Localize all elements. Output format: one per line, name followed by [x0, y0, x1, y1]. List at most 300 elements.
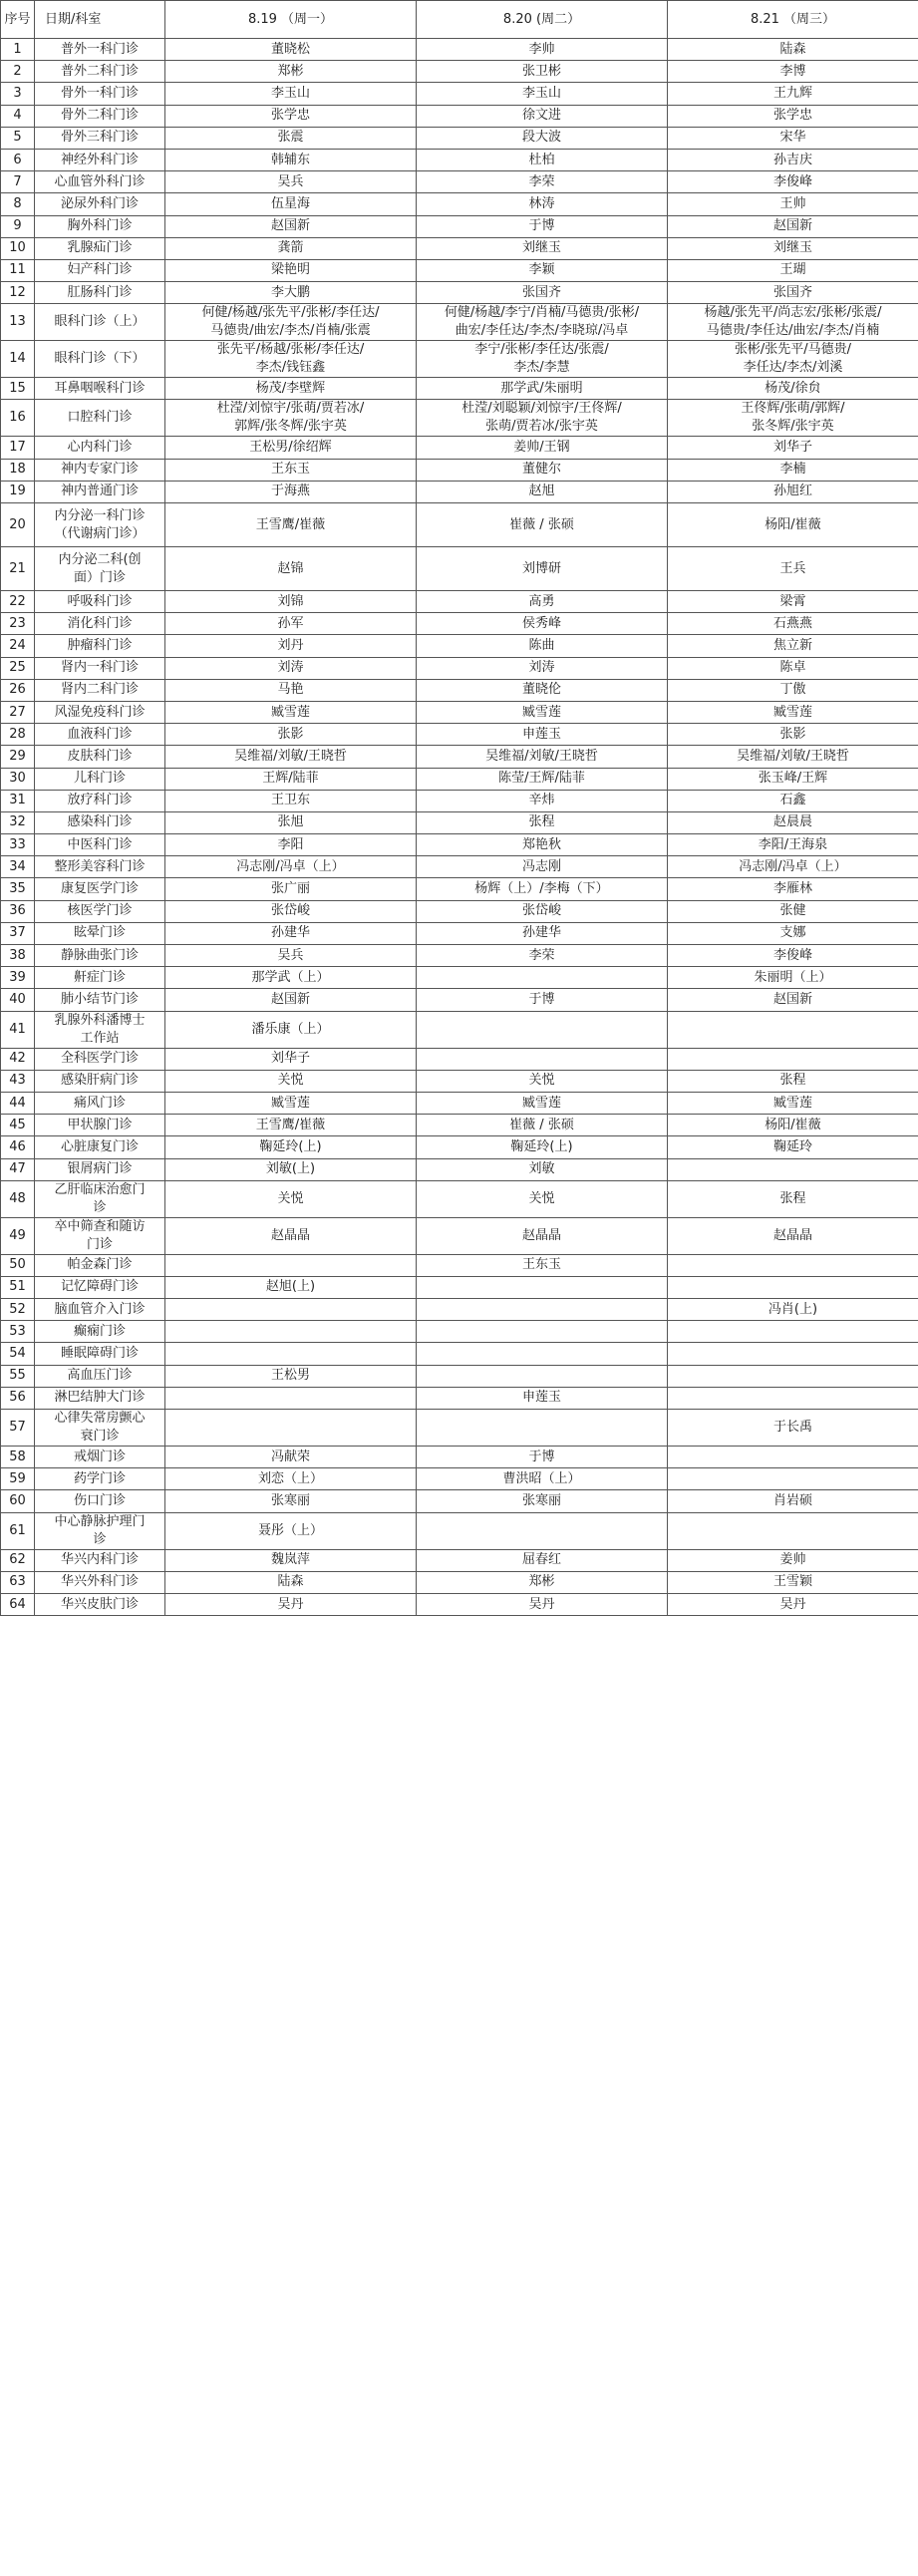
doctor-cell-wed: 于长禹 — [668, 1410, 918, 1447]
doctor-cell-mon: 张旭 — [165, 811, 417, 833]
row-index: 25 — [1, 657, 35, 679]
table-row — [1, 1410, 918, 1447]
table-row — [1, 701, 918, 723]
department-name: 鼾症门诊 — [35, 967, 165, 989]
doctor-cell-tue: 关悦 — [417, 1070, 668, 1092]
row-index: 11 — [1, 259, 35, 281]
department-name: 癫痫门诊 — [35, 1321, 165, 1343]
table-row — [1, 922, 918, 944]
doctor-cell-mon: 王雪鹰/崔薇 — [165, 1115, 417, 1136]
table-row — [1, 945, 918, 967]
table-row — [1, 989, 918, 1011]
doctor-cell-mon — [165, 1299, 417, 1321]
doctor-cell-mon: 那学武（上） — [165, 967, 417, 989]
row-index: 9 — [1, 215, 35, 237]
doctor-cell-wed: 丁傲 — [668, 679, 918, 701]
department-name: 骨外三科门诊 — [35, 127, 165, 149]
doctor-cell-mon: 孙军 — [165, 613, 417, 635]
department-name: 泌尿外科门诊 — [35, 193, 165, 215]
table-row — [1, 679, 918, 701]
doctor-cell-mon: 王雪鹰/崔薇 — [165, 503, 417, 547]
doctor-cell-wed: 朱丽明（上） — [668, 967, 918, 989]
doctor-cell-wed: 肖岩硕 — [668, 1490, 918, 1512]
table-row — [1, 1048, 918, 1070]
department-name: 骨外一科门诊 — [35, 83, 165, 105]
table-row — [1, 1115, 918, 1136]
department-name: 耳鼻咽喉科门诊 — [35, 378, 165, 400]
row-index: 58 — [1, 1447, 35, 1468]
table-row — [1, 811, 918, 833]
doctor-cell-mon: 王东玉 — [165, 459, 417, 481]
table-row — [1, 856, 918, 878]
doctor-cell-wed: 孙吉庆 — [668, 149, 918, 170]
doctor-cell-mon: 杨茂/李壁辉 — [165, 378, 417, 400]
row-index: 57 — [1, 1410, 35, 1447]
department-name: 帕金森门诊 — [35, 1254, 165, 1276]
department-name: 肿瘤科门诊 — [35, 635, 165, 657]
doctor-cell-mon: 张岱峻 — [165, 900, 417, 922]
doctor-cell-wed: 石鑫 — [668, 790, 918, 811]
doctor-cell-wed: 石燕燕 — [668, 613, 918, 635]
row-index: 32 — [1, 811, 35, 833]
doctor-cell-tue: 张卫彬 — [417, 61, 668, 83]
row-index: 19 — [1, 481, 35, 502]
doctor-cell-tue: 董健尔 — [417, 459, 668, 481]
doctor-cell-mon: 马艳 — [165, 679, 417, 701]
index-header: 序号 — [1, 1, 35, 39]
doctor-cell-mon: 张广丽 — [165, 878, 417, 900]
row-index: 61 — [1, 1512, 35, 1549]
doctor-cell-mon: 刘恋（上） — [165, 1468, 417, 1490]
doctor-cell-tue: 张程 — [417, 811, 668, 833]
doctor-cell-mon: 李大鹏 — [165, 282, 417, 304]
doctor-cell-tue: 崔薇 / 张硕 — [417, 1115, 668, 1136]
table-row — [1, 127, 918, 149]
doctor-cell-tue: 刘涛 — [417, 657, 668, 679]
doctor-cell-mon: 臧雪莲 — [165, 1092, 417, 1114]
row-index: 43 — [1, 1070, 35, 1092]
row-index: 15 — [1, 378, 35, 400]
department-name: 内分泌二科(创 面）门诊 — [35, 547, 165, 591]
row-index: 13 — [1, 304, 35, 341]
doctor-cell-wed: 张程 — [668, 1180, 918, 1217]
row-index: 8 — [1, 193, 35, 215]
doctor-cell-wed: 吴维福/刘敏/王晓哲 — [668, 746, 918, 768]
row-index: 5 — [1, 127, 35, 149]
doctor-cell-tue — [417, 1011, 668, 1048]
department-name: 中医科门诊 — [35, 834, 165, 856]
row-index: 2 — [1, 61, 35, 83]
doctor-cell-tue: 陈莹/王辉/陆菲 — [417, 768, 668, 790]
table-row — [1, 215, 918, 237]
doctor-cell-wed: 杨茂/徐贠 — [668, 378, 918, 400]
doctor-cell-wed: 李俊峰 — [668, 171, 918, 193]
table-row — [1, 61, 918, 83]
department-name: 戒烟门诊 — [35, 1447, 165, 1468]
doctor-cell-mon: 臧雪莲 — [165, 701, 417, 723]
doctor-cell-wed — [668, 1254, 918, 1276]
department-name: 普外二科门诊 — [35, 61, 165, 83]
doctor-cell-mon: 关悦 — [165, 1180, 417, 1217]
doctor-cell-wed: 臧雪莲 — [668, 701, 918, 723]
doctor-cell-wed — [668, 1512, 918, 1549]
row-index: 16 — [1, 400, 35, 437]
row-index: 47 — [1, 1158, 35, 1180]
doctor-cell-tue: 吴丹 — [417, 1593, 668, 1615]
row-index: 28 — [1, 724, 35, 746]
table-row — [1, 547, 918, 591]
doctor-cell-mon: 赵晶晶 — [165, 1217, 417, 1254]
doctor-cell-mon: 梁艳明 — [165, 259, 417, 281]
doctor-cell-wed: 冯志刚/冯卓（上） — [668, 856, 918, 878]
doctor-cell-tue — [417, 1048, 668, 1070]
table-row — [1, 39, 918, 61]
department-name: 儿科门诊 — [35, 768, 165, 790]
doctor-cell-wed: 梁霄 — [668, 591, 918, 613]
table-row — [1, 1276, 918, 1298]
doctor-cell-mon — [165, 1410, 417, 1447]
doctor-cell-tue: 申莲玉 — [417, 1387, 668, 1409]
department-name: 感染肝病门诊 — [35, 1070, 165, 1092]
table-row — [1, 1321, 918, 1343]
doctor-cell-tue: 李荣 — [417, 171, 668, 193]
table-row — [1, 790, 918, 811]
department-name: 眼科门诊（下） — [35, 341, 165, 378]
doctor-cell-tue: 刘敏 — [417, 1158, 668, 1180]
doctor-cell-wed — [668, 1276, 918, 1298]
doctor-cell-wed: 李楠 — [668, 459, 918, 481]
row-index: 39 — [1, 967, 35, 989]
doctor-cell-wed: 孙旭红 — [668, 481, 918, 502]
table-row — [1, 193, 918, 215]
doctor-cell-wed: 杨阳/崔薇 — [668, 503, 918, 547]
department-name: 中心静脉护理门 诊 — [35, 1512, 165, 1549]
department-name: 神内专家门诊 — [35, 459, 165, 481]
doctor-cell-wed — [668, 1048, 918, 1070]
doctor-cell-mon: 潘乐康（上） — [165, 1011, 417, 1048]
doctor-cell-tue: 杜柏 — [417, 149, 668, 170]
department-name: 康复医学门诊 — [35, 878, 165, 900]
department-name: 肺小结节门诊 — [35, 989, 165, 1011]
department-name: 乳腺疝门诊 — [35, 237, 165, 259]
department-name: 甲状腺门诊 — [35, 1115, 165, 1136]
row-index: 53 — [1, 1321, 35, 1343]
department-name: 皮肤科门诊 — [35, 746, 165, 768]
row-index: 26 — [1, 679, 35, 701]
date-header-mon: 8.19 （周一） — [165, 1, 417, 39]
doctor-cell-tue: 申莲玉 — [417, 724, 668, 746]
doctor-cell-tue — [417, 1321, 668, 1343]
doctor-cell-wed — [668, 1365, 918, 1387]
doctor-cell-wed: 吴丹 — [668, 1593, 918, 1615]
table-row — [1, 1092, 918, 1114]
department-name: 心脏康复门诊 — [35, 1136, 165, 1158]
row-index: 20 — [1, 503, 35, 547]
doctor-cell-mon: 刘丹 — [165, 635, 417, 657]
row-index: 22 — [1, 591, 35, 613]
doctor-cell-mon: 龚箭 — [165, 237, 417, 259]
department-name: 睡眠障碍门诊 — [35, 1343, 165, 1365]
row-index: 36 — [1, 900, 35, 922]
doctor-cell-wed: 赵晨晨 — [668, 811, 918, 833]
date-header-wed: 8.21 （周三） — [668, 1, 918, 39]
row-index: 17 — [1, 437, 35, 459]
doctor-cell-wed — [668, 1468, 918, 1490]
doctor-cell-tue: 李荣 — [417, 945, 668, 967]
table-row — [1, 1571, 918, 1593]
department-name: 药学门诊 — [35, 1468, 165, 1490]
doctor-cell-wed: 鞠延玲 — [668, 1136, 918, 1158]
doctor-cell-mon: 王卫东 — [165, 790, 417, 811]
doctor-cell-wed: 王帅 — [668, 193, 918, 215]
doctor-cell-tue: 关悦 — [417, 1180, 668, 1217]
doctor-cell-mon: 吴兵 — [165, 171, 417, 193]
doctor-cell-wed: 刘继玉 — [668, 237, 918, 259]
doctor-cell-tue — [417, 1299, 668, 1321]
row-index: 3 — [1, 83, 35, 105]
row-index: 37 — [1, 922, 35, 944]
table-row — [1, 1299, 918, 1321]
doctor-cell-mon: 韩辅东 — [165, 149, 417, 170]
row-index: 59 — [1, 1468, 35, 1490]
department-name: 神经外科门诊 — [35, 149, 165, 170]
doctor-cell-mon: 杜滢/刘惊宇/张萌/贾若冰/ 郭辉/张冬辉/张宇英 — [165, 400, 417, 437]
table-row — [1, 724, 918, 746]
table-row — [1, 1158, 918, 1180]
doctor-cell-wed: 赵国新 — [668, 989, 918, 1011]
table-row — [1, 282, 918, 304]
department-name: 肾内一科门诊 — [35, 657, 165, 679]
doctor-cell-tue: 段大波 — [417, 127, 668, 149]
table-row — [1, 878, 918, 900]
row-index: 1 — [1, 39, 35, 61]
row-index: 45 — [1, 1115, 35, 1136]
doctor-cell-wed: 王九辉 — [668, 83, 918, 105]
doctor-cell-tue: 董晓伦 — [417, 679, 668, 701]
doctor-cell-mon: 刘华子 — [165, 1048, 417, 1070]
department-name: 妇产科门诊 — [35, 259, 165, 281]
doctor-cell-mon: 赵锦 — [165, 547, 417, 591]
row-index: 23 — [1, 613, 35, 635]
row-index: 63 — [1, 1571, 35, 1593]
table-row — [1, 400, 918, 437]
doctor-cell-mon: 冯志刚/冯卓（上） — [165, 856, 417, 878]
row-index: 51 — [1, 1276, 35, 1298]
row-index: 6 — [1, 149, 35, 170]
doctor-cell-mon: 赵国新 — [165, 989, 417, 1011]
table-row — [1, 1593, 918, 1615]
doctor-cell-wed: 李雁林 — [668, 878, 918, 900]
schedule-body — [1, 39, 918, 1616]
department-name: 淋巴结肿大门诊 — [35, 1387, 165, 1409]
doctor-cell-tue: 鞠延玲(上) — [417, 1136, 668, 1158]
doctor-cell-mon: 冯献荣 — [165, 1447, 417, 1468]
department-name: 普外一科门诊 — [35, 39, 165, 61]
doctor-cell-mon: 何健/杨越/张先平/张彬/李任达/ 马德贵/曲宏/李杰/肖楠/张震 — [165, 304, 417, 341]
doctor-cell-mon: 张影 — [165, 724, 417, 746]
table-row — [1, 834, 918, 856]
doctor-cell-wed: 王兵 — [668, 547, 918, 591]
doctor-cell-mon: 李玉山 — [165, 83, 417, 105]
table-row — [1, 1490, 918, 1512]
department-name: 整形美容科门诊 — [35, 856, 165, 878]
doctor-cell-tue — [417, 1512, 668, 1549]
department-name: 记忆障碍门诊 — [35, 1276, 165, 1298]
table-row — [1, 1343, 918, 1365]
doctor-cell-wed: 杨越/张先平/尚志宏/张彬/张震/ 马德贵/李任达/曲宏/李杰/肖楠 — [668, 304, 918, 341]
doctor-cell-wed: 赵国新 — [668, 215, 918, 237]
doctor-cell-tue: 李帅 — [417, 39, 668, 61]
department-name: 静脉曲张门诊 — [35, 945, 165, 967]
department-name: 核医学门诊 — [35, 900, 165, 922]
header-row — [1, 1, 918, 39]
department-name: 放疗科门诊 — [35, 790, 165, 811]
doctor-cell-tue: 林涛 — [417, 193, 668, 215]
doctor-cell-tue: 辛炜 — [417, 790, 668, 811]
department-name: 心律失常房颤心 衰门诊 — [35, 1410, 165, 1447]
table-row — [1, 459, 918, 481]
row-index: 64 — [1, 1593, 35, 1615]
department-name: 脑血管介入门诊 — [35, 1299, 165, 1321]
doctor-cell-wed: 李阳/王海泉 — [668, 834, 918, 856]
department-name: 胸外科门诊 — [35, 215, 165, 237]
department-name: 肾内二科门诊 — [35, 679, 165, 701]
doctor-cell-mon: 王松男 — [165, 1365, 417, 1387]
department-name: 内分泌一科门诊 （代谢病门诊） — [35, 503, 165, 547]
row-index: 29 — [1, 746, 35, 768]
table-row — [1, 1512, 918, 1549]
row-index: 46 — [1, 1136, 35, 1158]
doctor-cell-tue: 郑彬 — [417, 1571, 668, 1593]
row-index: 18 — [1, 459, 35, 481]
doctor-cell-tue: 郑艳秋 — [417, 834, 668, 856]
doctor-cell-wed: 张学忠 — [668, 105, 918, 127]
row-index: 35 — [1, 878, 35, 900]
department-name: 银屑病门诊 — [35, 1158, 165, 1180]
table-row — [1, 900, 918, 922]
row-index: 54 — [1, 1343, 35, 1365]
doctor-cell-tue: 崔薇 / 张硕 — [417, 503, 668, 547]
row-index: 55 — [1, 1365, 35, 1387]
table-row — [1, 378, 918, 400]
row-index: 4 — [1, 105, 35, 127]
table-row — [1, 437, 918, 459]
table-row — [1, 1180, 918, 1217]
doctor-cell-mon: 于海燕 — [165, 481, 417, 502]
doctor-cell-tue: 侯秀峰 — [417, 613, 668, 635]
doctor-cell-wed: 张程 — [668, 1070, 918, 1092]
row-index: 40 — [1, 989, 35, 1011]
row-index: 12 — [1, 282, 35, 304]
row-index: 52 — [1, 1299, 35, 1321]
doctor-cell-tue: 王东玉 — [417, 1254, 668, 1276]
doctor-cell-wed: 王雪颖 — [668, 1571, 918, 1593]
doctor-cell-tue — [417, 1365, 668, 1387]
doctor-cell-tue: 冯志刚 — [417, 856, 668, 878]
table-row — [1, 1387, 918, 1409]
row-index: 44 — [1, 1092, 35, 1114]
doctor-cell-tue: 李宁/张彬/李任达/张震/ 李杰/李慧 — [417, 341, 668, 378]
department-name: 高血压门诊 — [35, 1365, 165, 1387]
doctor-cell-mon: 关悦 — [165, 1070, 417, 1092]
doctor-cell-wed: 张影 — [668, 724, 918, 746]
doctor-cell-wed: 张国齐 — [668, 282, 918, 304]
doctor-cell-tue: 姜帅/王钢 — [417, 437, 668, 459]
row-index: 50 — [1, 1254, 35, 1276]
doctor-cell-tue: 李玉山 — [417, 83, 668, 105]
department-name: 卒中筛查和随访 门诊 — [35, 1217, 165, 1254]
department-name: 肛肠科门诊 — [35, 282, 165, 304]
table-row — [1, 1011, 918, 1048]
doctor-cell-tue — [417, 1276, 668, 1298]
row-index: 10 — [1, 237, 35, 259]
table-row — [1, 149, 918, 170]
department-name: 痛风门诊 — [35, 1092, 165, 1114]
doctor-cell-mon: 孙建华 — [165, 922, 417, 944]
doctor-cell-mon — [165, 1254, 417, 1276]
table-row — [1, 1070, 918, 1092]
doctor-cell-wed — [668, 1447, 918, 1468]
doctor-cell-wed: 张健 — [668, 900, 918, 922]
table-row — [1, 613, 918, 635]
doctor-cell-tue: 曹洪昭（上） — [417, 1468, 668, 1490]
doctor-cell-wed: 臧雪莲 — [668, 1092, 918, 1114]
doctor-cell-mon: 李阳 — [165, 834, 417, 856]
department-name: 眩晕门诊 — [35, 922, 165, 944]
doctor-cell-tue: 吴维福/刘敏/王晓哲 — [417, 746, 668, 768]
table-row — [1, 768, 918, 790]
doctor-cell-mon: 张先平/杨越/张彬/李任达/ 李杰/钱钰鑫 — [165, 341, 417, 378]
doctor-cell-wed: 陆森 — [668, 39, 918, 61]
doctor-cell-tue: 何健/杨越/李宁/肖楠/马德贵/张彬/ 曲宏/李任达/李杰/李晓琼/冯卓 — [417, 304, 668, 341]
table-row — [1, 1468, 918, 1490]
doctor-cell-mon: 吴兵 — [165, 945, 417, 967]
department-name: 华兴皮肤门诊 — [35, 1593, 165, 1615]
date-header-tue: 8.20 (周二） — [417, 1, 668, 39]
doctor-cell-tue: 徐文进 — [417, 105, 668, 127]
table-row — [1, 481, 918, 502]
doctor-cell-tue: 于博 — [417, 989, 668, 1011]
doctor-cell-mon: 鞠延玲(上) — [165, 1136, 417, 1158]
doctor-cell-tue: 杨辉（上）/李梅（下） — [417, 878, 668, 900]
row-index: 48 — [1, 1180, 35, 1217]
table-row — [1, 1254, 918, 1276]
doctor-cell-wed: 陈卓 — [668, 657, 918, 679]
doctor-cell-mon — [165, 1387, 417, 1409]
row-index: 34 — [1, 856, 35, 878]
table-row — [1, 259, 918, 281]
doctor-cell-wed: 宋华 — [668, 127, 918, 149]
doctor-cell-tue: 杜滢/刘聪颖/刘惊宇/王佟辉/ 张萌/贾若冰/张宇英 — [417, 400, 668, 437]
doctor-cell-tue: 陈曲 — [417, 635, 668, 657]
doctor-cell-wed: 张玉峰/王辉 — [668, 768, 918, 790]
department-name: 乙肝临床治愈门 诊 — [35, 1180, 165, 1217]
doctor-cell-mon: 张学忠 — [165, 105, 417, 127]
doctor-cell-mon: 董晓松 — [165, 39, 417, 61]
table-row — [1, 967, 918, 989]
table-row — [1, 591, 918, 613]
doctor-cell-mon: 赵旭(上) — [165, 1276, 417, 1298]
table-row — [1, 1217, 918, 1254]
table-row — [1, 657, 918, 679]
table-row — [1, 237, 918, 259]
doctor-cell-tue: 高勇 — [417, 591, 668, 613]
row-index: 56 — [1, 1387, 35, 1409]
department-name: 华兴内科门诊 — [35, 1549, 165, 1571]
department-name: 口腔科门诊 — [35, 400, 165, 437]
table-row — [1, 635, 918, 657]
doctor-cell-mon — [165, 1343, 417, 1365]
